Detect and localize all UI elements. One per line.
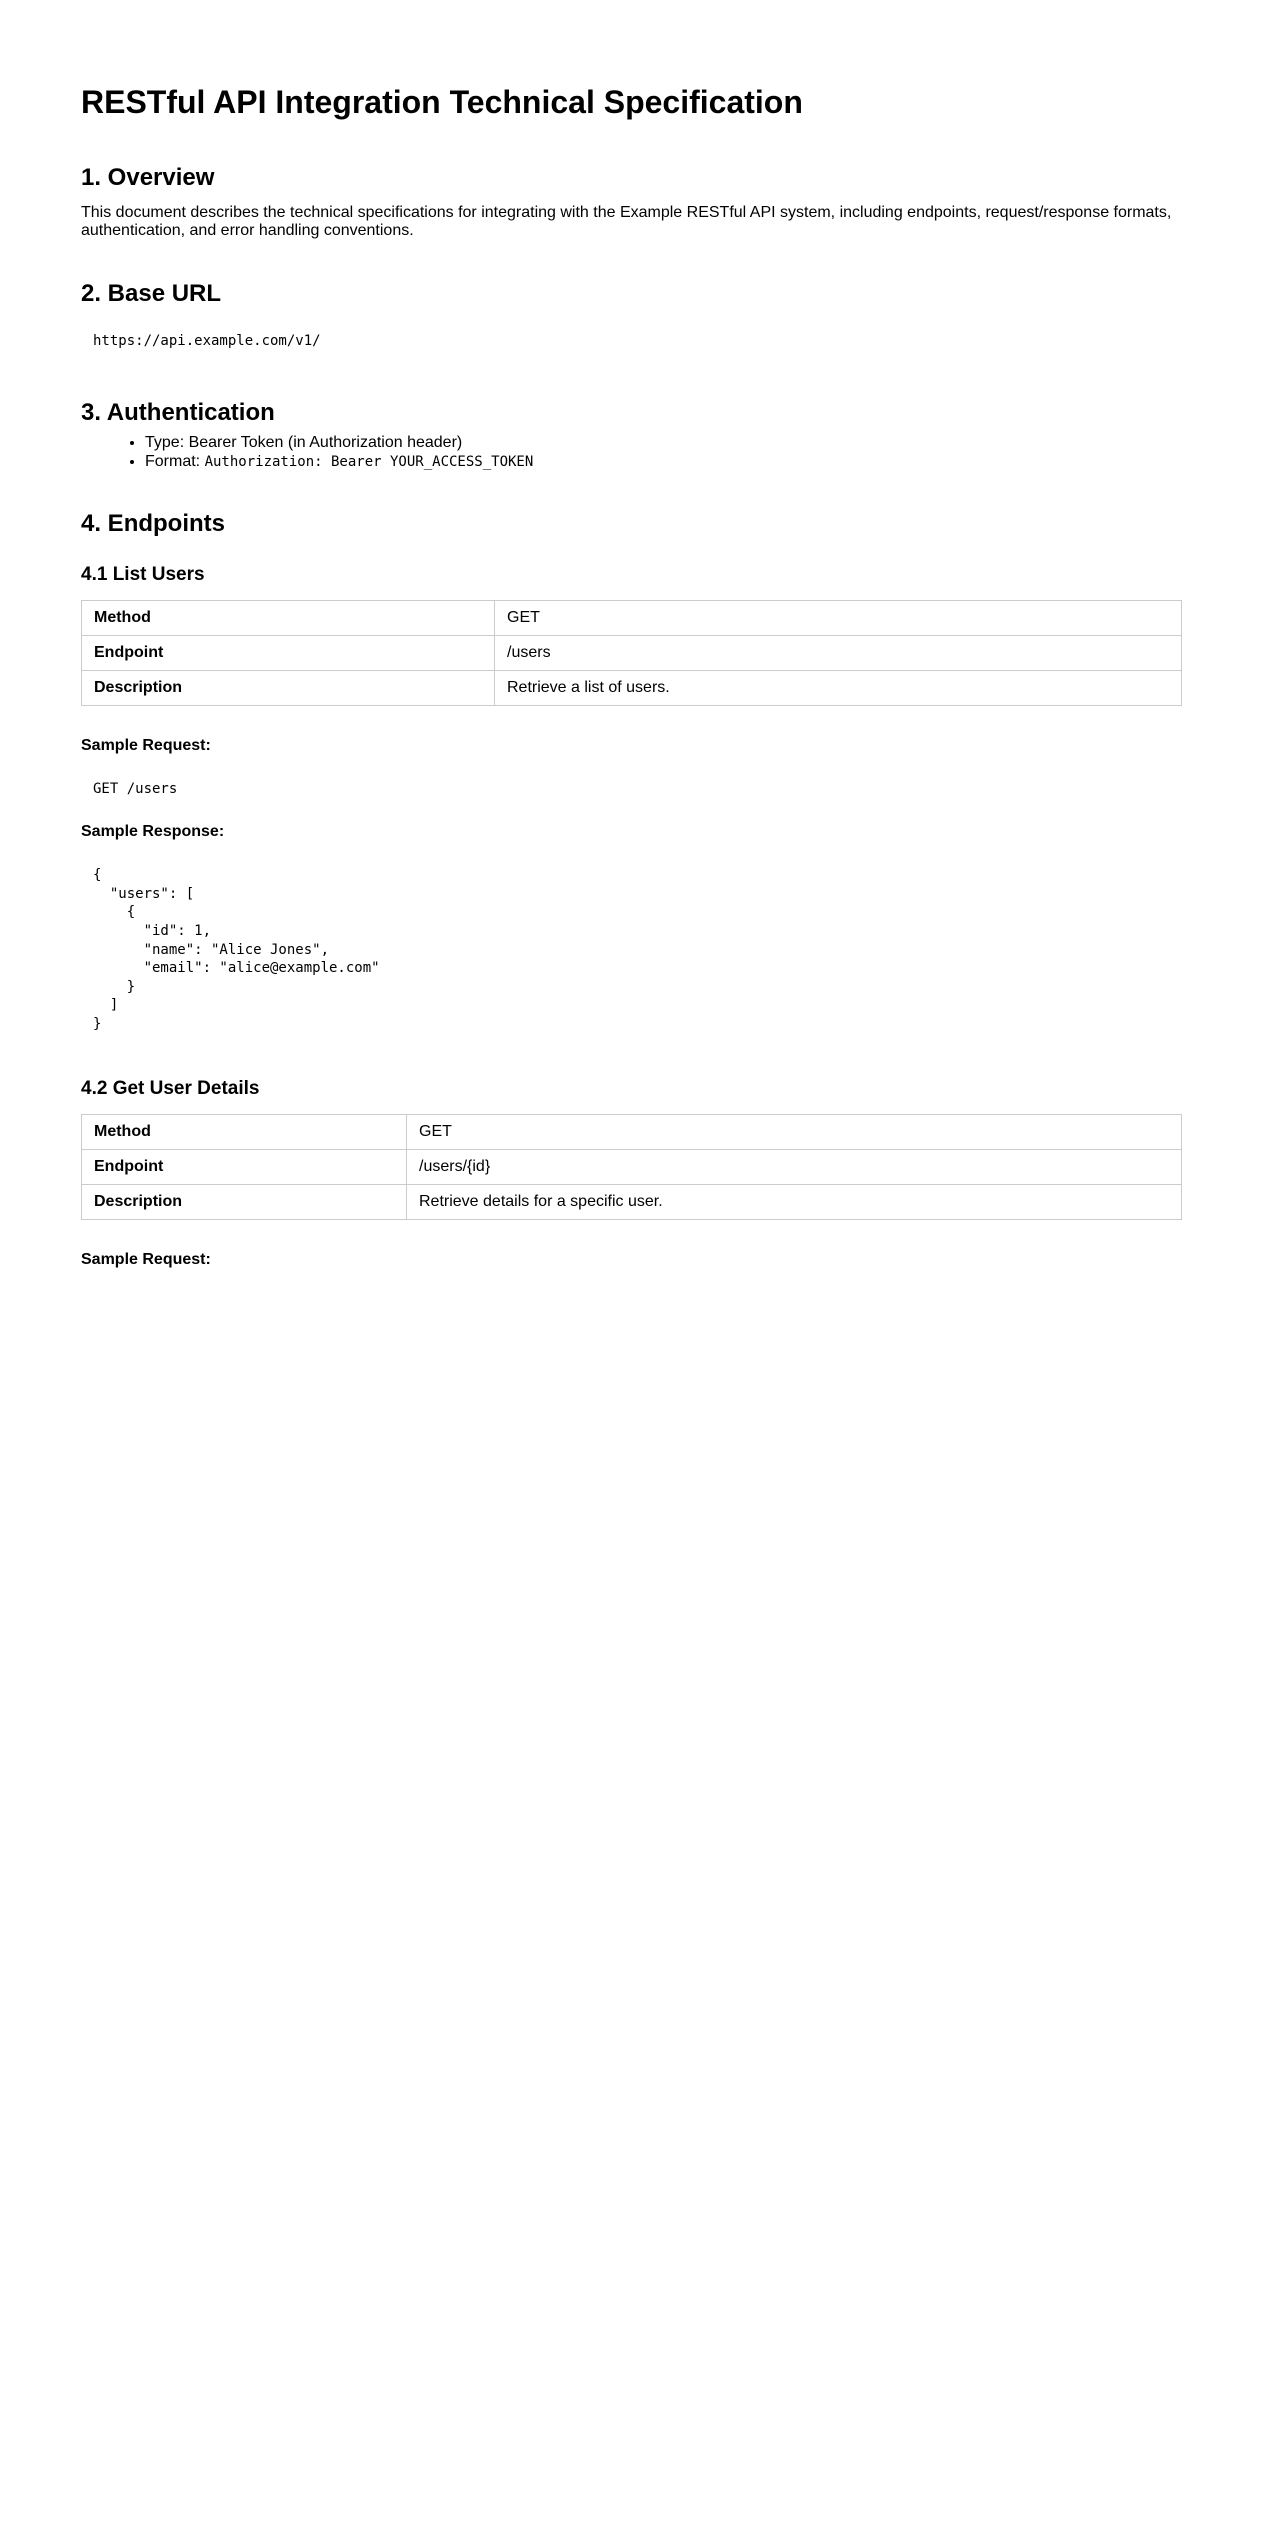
list-users-sample-request-code: GET /users: [93, 780, 178, 797]
auth-type-text: Type: Bearer Token (in Authorization header): [145, 433, 463, 451]
table-row: [82, 1149, 1182, 1184]
list-users-table: [81, 600, 1182, 706]
auth-format-code: Authorization: Bearer YOUR_ACCESS_TOKEN: [204, 453, 534, 470]
auth-type-item: [145, 433, 1182, 452]
get-user-heading: 4.2 Get User Details: [81, 1077, 260, 1099]
list-users-section: [81, 562, 1182, 1034]
list-users-sample-response-label: Sample Response:: [81, 823, 225, 841]
auth-format-label: Format:: [145, 452, 205, 470]
base-url-code: https://api.example.com/v1/: [93, 333, 321, 349]
authentication-list: [81, 433, 1182, 472]
endpoints-heading: 4. Endpoints: [81, 509, 225, 537]
table-row: [82, 1184, 1182, 1219]
table-row: [82, 600, 1182, 635]
endpoints-section: [81, 508, 1182, 1270]
authentication-heading: 3. Authentication: [81, 398, 275, 426]
authentication-section: [81, 397, 1182, 472]
base-url-section: [81, 278, 1182, 351]
table-key-cell: Endpoint: [82, 635, 495, 670]
table-key-cell: Description: [82, 670, 495, 705]
table-value-cell: Retrieve a list of users.: [495, 670, 1182, 705]
table-row: [82, 1114, 1182, 1149]
list-users-sample-request-label: Sample Request:: [81, 736, 211, 754]
get-user-sample-request-label: Sample Request:: [81, 1250, 211, 1268]
document-title: RESTful API Integration Technical Specification: [81, 84, 803, 120]
table-row: [82, 635, 1182, 670]
table-row: [82, 670, 1182, 705]
base-url-heading: 2. Base URL: [81, 280, 222, 307]
overview-heading: 1. Overview: [81, 164, 215, 191]
table-value-cell: GET: [407, 1114, 1182, 1149]
table-key-cell: Description: [82, 1184, 407, 1219]
table-value-cell: /users/{id}: [407, 1149, 1182, 1184]
table-value-cell: Retrieve details for a specific user.: [407, 1184, 1182, 1219]
get-user-table: [81, 1114, 1182, 1220]
auth-format-item: [145, 452, 1182, 472]
get-user-section: [81, 1076, 1182, 1270]
table-key-cell: Endpoint: [82, 1149, 407, 1184]
overview-text: This document describes the technical specifications for integrating with the Example RESTful API system, including endpoints, request/response formats, authentication, and error handling conventions.: [81, 204, 1172, 239]
table-key-cell: Method: [82, 600, 495, 635]
table-value-cell: GET: [495, 600, 1182, 635]
table-key-cell: Method: [82, 1114, 407, 1149]
list-users-heading: 4.1 List Users: [81, 563, 205, 585]
list-users-sample-response-code: { "users": [ { "id": 1, "name": "Alice Jones", "email": "alice@example.com" } ] }: [93, 867, 380, 1032]
table-value-cell: /users: [495, 635, 1182, 670]
overview-section: [81, 162, 1182, 240]
